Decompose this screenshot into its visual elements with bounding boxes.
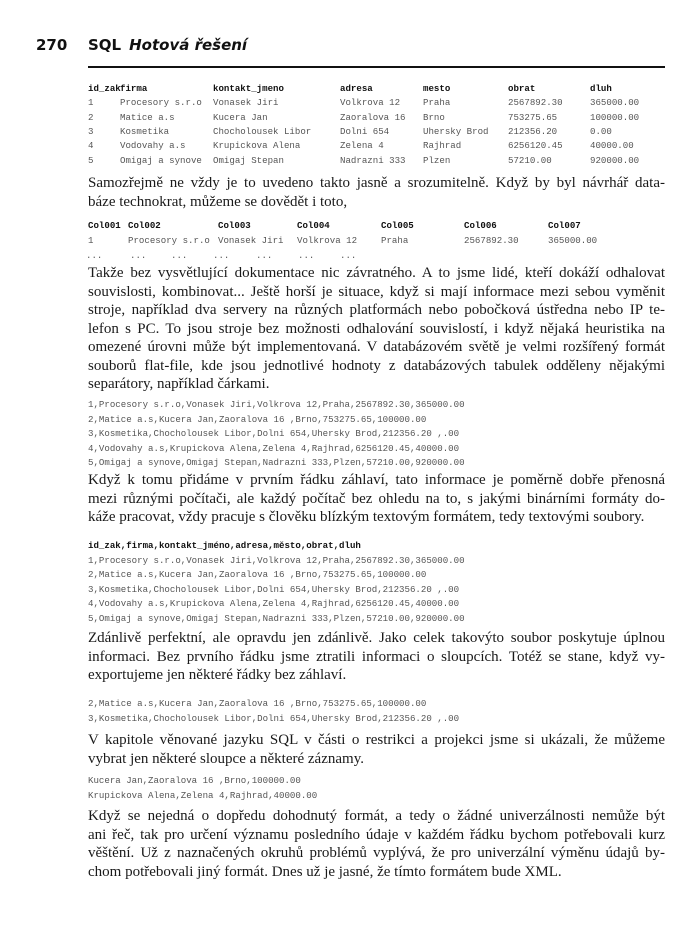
header-rule — [88, 66, 665, 68]
text-line: stroje, například dva servery na různých platformách nebo pobočková ústředna nebo IP te- — [88, 302, 665, 318]
ellipsis-cell: ... — [130, 250, 147, 261]
table-cell: Omigaj a synove — [120, 154, 202, 166]
table-cell: Praha — [423, 97, 451, 109]
column-header: adresa — [340, 83, 373, 94]
column-header: Col001 — [88, 220, 121, 231]
text-line: vybrat jen některé sloupce a některé záznamy. — [88, 750, 364, 767]
table-cell: 2567892.30 — [464, 235, 519, 246]
table-cell: 365000.00 — [548, 235, 598, 246]
table-cell: 40000.00 — [590, 140, 634, 152]
code-header-line: id_zak,firma,kontakt_jméno,adresa,město,obrat,dluh — [88, 540, 361, 551]
table-cell: Brno — [423, 111, 445, 123]
ellipsis-cell: ... — [256, 250, 273, 261]
table-cell: Zelena 4 — [340, 140, 384, 152]
table-cell: 2 — [88, 111, 94, 123]
ellipsis-cell: ... — [86, 250, 103, 261]
text-line: káže pracovat, vždy pracuje s člověku blízkým textovým formátem, tedy textovými soubory. — [88, 509, 645, 525]
running-header — [88, 36, 247, 54]
column-header: Col003 — [218, 220, 251, 231]
text-line: lefon s PC. To jsou stroje bez možnosti odhalování souvislostí, i když nějaká heuristika na — [88, 320, 665, 337]
code-line: 3,Kosmetika,Chocholousek Libor,Dolni 654,Uhersky Brod,212356.20 ,.00 — [88, 428, 460, 439]
paragraph — [88, 471, 665, 527]
code-listing — [88, 697, 459, 726]
table-cell: Procesory s.r.o — [120, 97, 202, 109]
code-line: 5,Omigaj a synove,Omigaj Stepan,Nadrazni 333,Plzen,57210.00,920000.00 — [88, 612, 465, 624]
column-header: kontakt_jmeno — [213, 83, 284, 94]
code-line: 4,Vodovahy a.s,Krupickova Alena,Zelena 4,Rajhrad,6256120.45,40000.00 — [88, 598, 460, 609]
table-cell: 1 — [88, 97, 94, 109]
code-line: Kucera Jan,Zaoralova 16 ,Brno,100000.00 — [88, 775, 301, 786]
column-header: firma — [120, 83, 148, 94]
column-header: id_zak — [88, 83, 121, 94]
column-header: Col007 — [548, 220, 581, 231]
text-line: báze technokrat, můžeme se dovědět i toto, — [88, 193, 348, 210]
code-listing — [88, 774, 317, 803]
ellipsis-cell: ... — [298, 250, 315, 261]
table-cell: 0.00 — [590, 125, 612, 137]
text-line: věštění. Už z naznačených okruhů problémů vyplývá, že pro univerzální výměnu údajů by- — [88, 845, 665, 861]
code-line: Krupickova Alena,Zelena 4,Rajhrad,40000.00 — [88, 789, 318, 801]
code-line: 3,Kosmetika,Chocholousek Libor,Dolni 654,Uhersky Brod,212356.20 ,.00 — [88, 583, 460, 595]
text-line: omezené úrovni může být implementovaná. V databázovém světě je velmi rozšířený formát — [88, 339, 665, 355]
column-header: mesto — [423, 83, 451, 94]
table-cell: Volkrova 12 — [297, 235, 358, 246]
table-cell: Zaoralova 16 — [340, 111, 406, 123]
text-line: informaci. Bez prvního řádku jsme ztratili informaci o sloupcích. Totéž se stane, když vy- — [88, 648, 665, 665]
paragraph — [88, 629, 665, 685]
page-number: 270 — [36, 36, 68, 54]
text-line: Když se nejedná o dopředu dohodnutý formát, a tedy o žádné univerzálnosti nemůže být — [88, 808, 665, 824]
column-header: Col006 — [464, 220, 497, 231]
column-header: Col005 — [381, 220, 414, 231]
table-cell: Procesory s.r.o — [128, 235, 210, 246]
table-cell: Vonasek Jiri — [218, 235, 284, 246]
ellipsis-cell: ... — [213, 250, 230, 261]
text-line: souborů flat-file, kde jsou jednotlivé hodnoty z databázových tabulek odděleny nějakými — [88, 357, 665, 374]
table-cell: 57210.00 — [508, 154, 552, 166]
table-cell: 4 — [88, 140, 94, 152]
code-line: 5,Omigaj a synove,Omigaj Stepan,Nadrazni 333,Plzen,57210.00,920000.00 — [88, 457, 465, 468]
table-cell: Praha — [381, 235, 409, 246]
text-line: Když k tomu přidáme v prvním řádku záhlaví, tato informace je poměrně dobře přenosná — [88, 472, 665, 488]
table-cell: Krupickova Alena — [213, 140, 301, 152]
table-cell: Chocholousek Libor — [213, 125, 312, 137]
paragraph — [88, 174, 665, 211]
column-header: obrat — [508, 83, 536, 94]
text-line: mezi různými počítači, ale každý počítač bez ohledu na to, s jakými binárními formáty do- — [88, 490, 665, 507]
text-line: V kapitole věnované jazyku SQL v části o restrikci a projekci jsme si ukázali, že můžeme — [88, 732, 665, 748]
table-cell: Omigaj Stepan — [213, 154, 284, 166]
table-cell: 6256120.45 — [508, 140, 563, 152]
table-cell: 920000.00 — [590, 154, 640, 166]
book-subtitle: Hotová řešení — [129, 36, 248, 54]
table-cell: Uhersky Brod — [423, 125, 489, 137]
text-line: souvislosti, kombinovat... Ještě horší je situace, když si mají informace mezi sebou vyměnit — [88, 283, 665, 300]
text-line: ani řeč, tak pro určení významu posledního údaje v každém řádku bychom potřebovali kurz — [88, 826, 665, 843]
table-cell: 753275.65 — [508, 111, 558, 123]
table-cell: 212356.20 — [508, 125, 558, 137]
table-cell: Kucera Jan — [213, 111, 268, 123]
table-cell: 3 — [88, 125, 94, 137]
ellipsis-cell: ... — [340, 250, 357, 261]
code-listing — [88, 539, 465, 626]
code-line: 2,Matice a.s,Kucera Jan,Zaoralova 16 ,Brno,753275.65,100000.00 — [88, 569, 427, 580]
column-header: Col002 — [128, 220, 161, 231]
text-line: Takže bez vysvětlující dokumentace nic závratného. A to jsme lidé, kteří dokáží odhalovat — [88, 265, 665, 281]
table-cell: 2567892.30 — [508, 97, 563, 109]
code-line: 2,Matice a.s,Kucera Jan,Zaoralova 16 ,Brno,753275.65,100000.00 — [88, 413, 427, 425]
paragraph — [88, 807, 665, 881]
table-cell: 5 — [88, 154, 94, 166]
table-cell: Dolni 654 — [340, 125, 390, 137]
table-cell: Plzen — [423, 154, 451, 166]
table-cell: Rajhrad — [423, 140, 462, 152]
paragraph — [88, 731, 665, 768]
text-line: separátory, například čárkami. — [88, 376, 270, 392]
code-line: 1,Procesory s.r.o,Vonasek Jiri,Volkrova 12,Praha,2567892.30,365000.00 — [88, 399, 465, 410]
text-line: exportujeme jen některé řádky bez záhlaví. — [88, 667, 347, 683]
table-cell: Vonasek Jiri — [213, 97, 279, 109]
paragraph — [88, 264, 665, 394]
table-cell: 1 — [88, 235, 94, 246]
code-line: 2,Matice a.s,Kucera Jan,Zaoralova 16 ,Brno,753275.65,100000.00 — [88, 698, 427, 709]
ellipsis-cell: ... — [171, 250, 188, 261]
table-cell: Volkrova 12 — [340, 97, 401, 109]
table-cell: Kosmetika — [120, 125, 170, 137]
text-line: Zdánlivě perfektní, ale opravdu jen zdánlivě. Jako celek takovýto soubor poskytuje úplnou — [88, 630, 665, 646]
code-listing — [88, 398, 465, 471]
code-line: 1,Procesory s.r.o,Vonasek Jiri,Volkrova 12,Praha,2567892.30,365000.00 — [88, 554, 465, 566]
table-cell: Vodovahy a.s — [120, 140, 186, 152]
code-line: 3,Kosmetika,Chocholousek Libor,Dolni 654,Uhersky Brod,212356.20 ,.00 — [88, 712, 460, 724]
table-cell: Nadrazni 333 — [340, 154, 406, 166]
text-line: Samozřejmě ne vždy je to uvedeno takto jasně a srozumitelně. Když by byl návrhář data- — [88, 175, 665, 191]
book-title: SQL — [88, 36, 122, 54]
table-cell: 365000.00 — [590, 97, 640, 109]
column-header: dluh — [590, 83, 612, 94]
code-line: 4,Vodovahy a.s,Krupickova Alena,Zelena 4,Rajhrad,6256120.45,40000.00 — [88, 442, 460, 454]
text-line: chom potřebovali jiný formát. Dnes už je jasné, že tímto formátem bude XML. — [88, 863, 562, 880]
table-cell: 100000.00 — [590, 111, 640, 123]
column-header: Col004 — [297, 220, 330, 231]
table-cell: Matice a.s — [120, 111, 175, 123]
